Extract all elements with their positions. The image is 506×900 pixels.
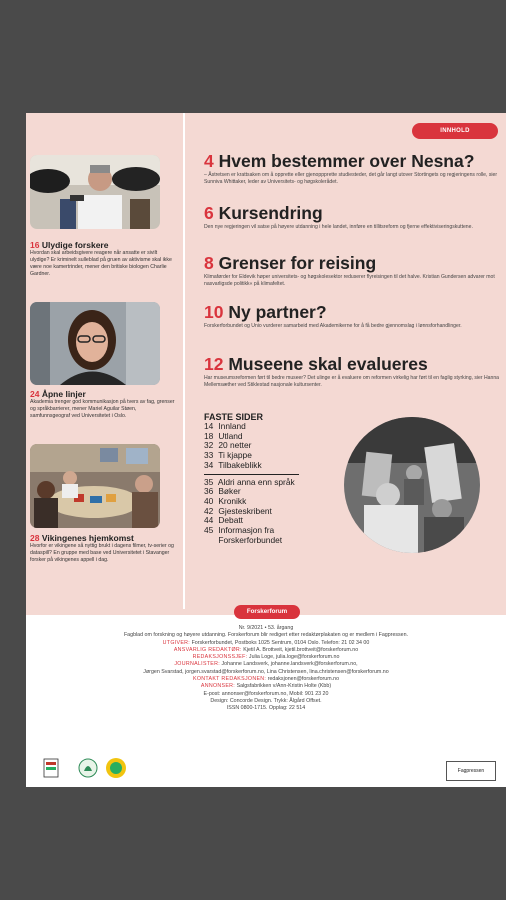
- sidebar-page-number: 16: [30, 240, 40, 250]
- list-item[interactable]: 40 Kronikk: [204, 495, 247, 506]
- article-title: Hvem bestemmer over Nesna?: [218, 151, 475, 171]
- list-divider: [204, 474, 299, 475]
- article-description: Har museumsreformen ført til bedre museer? Det ulinge er å evaluere om reformen virkelig har ført til en faglig styrking, sier Hanna Mellemsæther ved Stiklestad nasjonale kultursenter.: [204, 375, 499, 388]
- magazine-name-badge: Forskerforum: [234, 605, 300, 619]
- list-item-continuation: Forskerforbundet: [218, 534, 283, 545]
- issue-line: Nr. 9/2021 • 53. årgang: [238, 625, 294, 631]
- column-divider: [183, 113, 185, 609]
- imprint-line: JOURNALISTER: Johanne Landsverk, johanne.landsverk@forskerforum.no,: [174, 661, 358, 668]
- article-entry-4[interactable]: [204, 302, 499, 330]
- imprint-line: E-post: annonser@forskerforum.no, Mobil: 901 23 20: [203, 690, 329, 697]
- photo-protest-scientist: [30, 155, 160, 229]
- magazine-contents-page: [26, 113, 506, 787]
- imprint-line: Jørgen Svarstad, jorgen.svarstad@forskerforum.no, Lina Christensen, lina.christensen@forskerforum.no: [143, 668, 389, 675]
- sidebar-text: Hvorfor er vikingene så nyttig brukt i dagens filmer, tv-serier og dataspill? En gruppe med base ved Universitetet i Stavanger forsker på vikingenes appell i dag.: [30, 543, 174, 563]
- imprint-panel: [26, 608, 506, 787]
- imprint-line: ISSN 0800-1715. Opplag: 22 514: [226, 705, 306, 712]
- list-item[interactable]: 32 20 netter: [204, 440, 252, 451]
- article-page-number: 10: [204, 302, 224, 322]
- list-item[interactable]: 34 Tilbakeblikk: [204, 459, 262, 470]
- sidebar-text: Hvordan skal arbeidsgivere reagere når ansatte er sivilt ulydige? Er kriminelt sulleblad på gruen av aktivisme skal ikke være noe kamertrinder, mener den britiske biologen Charlie Gardner.: [30, 250, 172, 277]
- article-entry-3[interactable]: [204, 253, 499, 288]
- article-title: Kursendring: [218, 203, 323, 223]
- imprint-line: KONTAKT REDAKSJONEN: redaksjonen@forskerforum.no: [192, 676, 340, 683]
- sidebar-title: Vikingenes hjemkomst: [41, 533, 134, 543]
- list-item[interactable]: 35 Aldri anna enn språk: [204, 476, 295, 487]
- sidebar-page-number: 24: [30, 389, 40, 399]
- photo-smiling-woman: [30, 302, 160, 385]
- sidebar-text: Akademia trenger god kommunikasjon på tvers av fag, grenser og språkbarrierer, mener Mariel Aguilar Støen, samfunnsgeograf ved Universitetet i Oslo.: [30, 399, 175, 419]
- imprint-line: ANSVARLIG REDAKTØR: Kjetil A. Brottveit, kjetil.brottveit@forskerforum.no: [173, 646, 359, 653]
- sidebar-item-1: [30, 242, 176, 278]
- article-description: Klimaførder for Eldevik høper universitets- og høgskolesektor reduserer flyreisingen til det halve. Kristian Gundersen advarer mot nasvarligsde politikk« på klimafeltet.: [204, 274, 495, 287]
- imprint-line: REDAKSJONSSJEF: Julia Loge, julia.loge@forskerforum.no: [192, 654, 340, 661]
- article-page-number: 6: [204, 203, 214, 223]
- article-description: Forskerforbundet og Unio vurderer samarbeid med Akademikerne for å få bedre gjennomslag i lønnsforhandlinger.: [204, 323, 462, 329]
- photo-group-table: [30, 444, 160, 528]
- list-item[interactable]: 33 Ti kjappe: [204, 450, 252, 461]
- article-page-number: 4: [204, 151, 214, 171]
- imprint-text: [54, 625, 478, 713]
- article-title: Ny partner?: [228, 302, 327, 322]
- sidebar-page-number: 28: [30, 533, 40, 543]
- list-item[interactable]: 18 Utland: [204, 430, 243, 441]
- intro-line: Fagblad om forskning og høyere utdanning. Forskerforum blir redigert etter redaktørplakaten og er medlem i Fagpressen.: [123, 632, 409, 639]
- certification-logos: [42, 755, 132, 781]
- article-description: – Åstretsen er krattsaken om å opprette eller gjenoppprette studiesteder, det går langt utover Stortingets og regjeringens rolle, sier Sunniva Whittaker, leder av Universitets- og høgskolerådet.: [204, 172, 498, 185]
- list-item[interactable]: 44 Debatt: [204, 515, 244, 526]
- imprint-line: UTGIVER: Forskerforbundet, Postboks 1025 Sentrum, 0104 Oslo. Telefon: 21 02 34 00: [162, 639, 370, 646]
- article-entry-2[interactable]: [204, 203, 499, 231]
- article-description: Den nye regjeringen vil satse på høyere utdanning i hele landet, innføre en tillitsreform og fjerne effektiviseringskuttene.: [204, 224, 473, 230]
- imprint-line: ANNONSER: Salgsfabrikken v/Ann-Kristin Holte (Kbb): [200, 683, 332, 690]
- regular-pages-list: [204, 412, 334, 545]
- article-page-number: 12: [204, 354, 224, 374]
- article-title: Museene skal evalueres: [228, 354, 428, 374]
- sidebar-title: Ulydige forskere: [41, 240, 109, 250]
- imprint-line: Design: Concorde Design. Trykk: Ålgård Offset.: [210, 697, 322, 704]
- article-page-number: 8: [204, 253, 214, 273]
- article-entry-5[interactable]: [204, 354, 499, 389]
- sidebar-title: Åpne linjer: [41, 389, 86, 399]
- list-item[interactable]: 14 Innland: [204, 421, 246, 431]
- photo-museum-circle: [344, 417, 480, 553]
- sidebar-item-2: [30, 391, 176, 420]
- sidebar-item-3: [30, 535, 176, 564]
- article-entry-1[interactable]: [204, 151, 499, 186]
- regular-pages-heading: FASTE SIDER: [204, 412, 264, 422]
- list-item[interactable]: 36 Bøker: [204, 486, 241, 497]
- section-tag: INNHOLD: [412, 123, 498, 139]
- article-title: Grenser for reising: [218, 253, 377, 273]
- list-item[interactable]: 42 Gjesteskribent: [204, 505, 272, 516]
- list-item[interactable]: 45 Informasjon fra: [204, 525, 275, 536]
- publisher-logo: Fagpressen: [446, 761, 496, 781]
